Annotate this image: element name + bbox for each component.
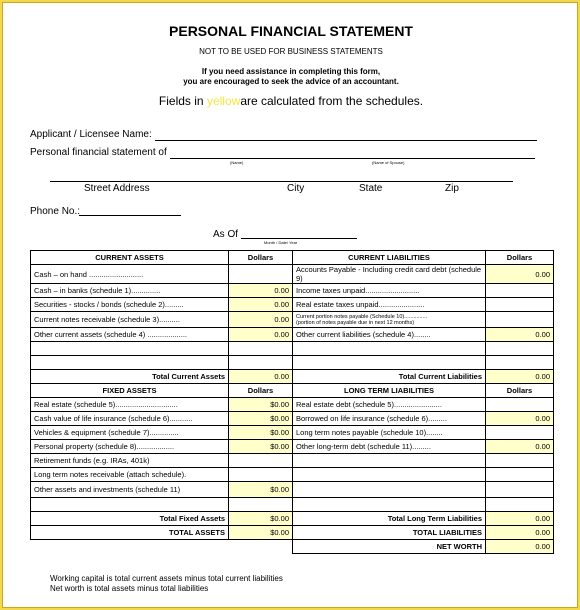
table-row xyxy=(31,356,554,370)
table-row xyxy=(31,440,554,454)
dollars-header: Dollars xyxy=(229,251,293,265)
row-label: Real estate taxes unpaid...................... xyxy=(293,298,486,312)
row-label: Securities - stocks / bonds (schedule 2)......... xyxy=(31,298,229,312)
current-liabilities-header: CURRENT LIABILITIES xyxy=(293,251,486,265)
page-title: PERSONAL FINANCIAL STATEMENT xyxy=(169,23,413,39)
row-label: Other current liabilities (schedule 4)........ xyxy=(293,328,486,342)
calculated-amount: 0.00 xyxy=(229,298,293,312)
financial-statement-table xyxy=(30,250,554,554)
applicant-input[interactable] xyxy=(155,140,537,141)
assistance-line-1: If you need assistance in completing this form, xyxy=(201,67,381,76)
table-row xyxy=(31,482,554,498)
table-row xyxy=(31,312,554,328)
long-term-liabilities-header: LONG TERM LIABILITIES xyxy=(293,384,486,398)
dollars-header: Dollars xyxy=(486,384,554,398)
empty-cell[interactable] xyxy=(293,482,486,498)
table-row xyxy=(31,298,554,312)
total-long-term-liabilities-value: 0.00 xyxy=(486,512,554,526)
empty-cell[interactable] xyxy=(486,454,554,468)
address-input[interactable] xyxy=(50,181,513,182)
total-assets-label: TOTAL ASSETS xyxy=(31,526,229,540)
empty-cell[interactable] xyxy=(486,468,554,482)
name-caption: (Name) xyxy=(230,160,244,165)
total-current-liabilities-value: 0.00 xyxy=(486,370,554,384)
calculated-amount: 0.00 xyxy=(229,312,293,328)
empty-cell[interactable] xyxy=(293,468,486,482)
table-row xyxy=(31,412,554,426)
calculated-amount: $0.00 xyxy=(229,426,293,440)
row-label: Real estate (schedule 5).............................. xyxy=(31,398,229,412)
total-fixed-assets-label: Total Fixed Assets xyxy=(31,512,229,526)
empty-cell[interactable] xyxy=(31,356,229,370)
blank-cell xyxy=(229,540,293,554)
calculated-amount: $0.00 xyxy=(229,482,293,498)
amount-field[interactable] xyxy=(229,454,293,468)
fixed-assets-header: FIXED ASSETS xyxy=(31,384,229,398)
row-label: Other current assets (schedule 4) ................... xyxy=(31,328,229,342)
applicant-label: Applicant / Licensee Name: xyxy=(30,129,152,140)
current-assets-header: CURRENT ASSETS xyxy=(31,251,229,265)
amount-field[interactable] xyxy=(486,312,554,328)
calculated-amount: $0.00 xyxy=(229,440,293,454)
net-worth-note: Net worth is total assets minus total liabilities xyxy=(50,584,209,593)
as-of-label: As Of xyxy=(213,229,239,240)
row-label: Current portion notes payable (Schedule 10)............... (portion of notes payable due in next 12 months) xyxy=(293,312,486,328)
statement-of-label: Personal financial statement of xyxy=(30,147,167,158)
dollars-header: Dollars xyxy=(229,384,293,398)
row-label: Long term notes receivable (attach schedule). xyxy=(31,468,229,482)
empty-cell[interactable] xyxy=(293,356,486,370)
street-address-label: Street Address xyxy=(84,183,150,194)
row-label: Long term notes payable (schedule 10)........ xyxy=(293,426,486,440)
row-label: Accounts Payable - Including credit card debt (schedule 9) xyxy=(293,265,486,284)
blank-cell xyxy=(31,540,229,554)
empty-cell[interactable] xyxy=(31,498,229,512)
total-assets-value: $0.00 xyxy=(229,526,293,540)
calculated-amount: 0.00 xyxy=(229,328,293,342)
table-row xyxy=(31,398,554,412)
empty-cell[interactable] xyxy=(486,342,554,356)
row-label: Vehicles & equipment (schedule 7).............. xyxy=(31,426,229,440)
table-row xyxy=(31,454,554,468)
table-row xyxy=(31,526,554,540)
empty-cell[interactable] xyxy=(486,498,554,512)
row-label: Retirement funds (e.g. IRAs, 401k) xyxy=(31,454,229,468)
row-label: Cash – in banks (schedule 1).............. xyxy=(31,284,229,298)
fields-note-post: are calculated from the schedules. xyxy=(240,94,424,108)
net-worth-value: 0.00 xyxy=(486,540,554,554)
empty-cell[interactable] xyxy=(229,356,293,370)
empty-cell[interactable] xyxy=(229,342,293,356)
zip-label: Zip xyxy=(445,183,459,194)
phone-input[interactable] xyxy=(79,215,181,216)
total-liabilities-label: TOTAL LIABILITIES xyxy=(293,526,486,540)
empty-cell[interactable] xyxy=(486,482,554,498)
table-row xyxy=(31,342,554,356)
empty-cell[interactable] xyxy=(293,342,486,356)
date-caption: Month / Date/ Year xyxy=(264,240,298,245)
row-label: Current notes receivable (schedule 3).......... xyxy=(31,312,229,328)
table-row xyxy=(31,540,554,554)
row-label: Other assets and investments (schedule 11) xyxy=(31,482,229,498)
calculated-amount: $0.00 xyxy=(229,412,293,426)
row-label: Income taxes unpaid.......................... xyxy=(293,284,486,298)
empty-cell[interactable] xyxy=(229,498,293,512)
as-of-date-input[interactable] xyxy=(241,238,357,239)
phone-label: Phone No.: xyxy=(30,206,81,217)
amount-field[interactable] xyxy=(486,398,554,412)
table-row xyxy=(31,468,554,482)
calculated-amount: $0.00 xyxy=(229,398,293,412)
fields-note-yellow: yellow xyxy=(206,94,241,108)
calculated-amount: 0.00 xyxy=(486,265,554,284)
amount-field[interactable] xyxy=(486,284,554,298)
statement-of-input[interactable] xyxy=(170,158,535,159)
net-worth-label: NET WORTH xyxy=(293,540,486,554)
form-page xyxy=(2,2,578,608)
fields-note-pre: Fields in xyxy=(158,94,204,108)
page-subtitle: NOT TO BE USED FOR BUSINESS STATEMENTS xyxy=(199,47,383,56)
dollars-header: Dollars xyxy=(486,251,554,265)
empty-cell[interactable] xyxy=(486,356,554,370)
table-row xyxy=(31,265,554,284)
table-row xyxy=(31,370,554,384)
assistance-note xyxy=(3,67,579,87)
table-row xyxy=(31,328,554,342)
working-capital-note: Working capital is total current assets minus total current liabilities xyxy=(50,574,283,583)
total-current-assets-label: Total Current Assets xyxy=(31,370,229,384)
amount-field[interactable] xyxy=(229,468,293,482)
table-row xyxy=(31,384,554,398)
row-label: Cash – on hand .......................... xyxy=(31,265,229,284)
amount-field[interactable] xyxy=(229,265,293,284)
table-row xyxy=(31,284,554,298)
table-row xyxy=(31,498,554,512)
assistance-line-2: you are encouraged to seek the advice of an accountant. xyxy=(183,77,399,86)
row-label: Borrowed on life insurance (schedule 6)......... xyxy=(293,412,486,426)
row-label: Other long-term debt (schedule 11)......... xyxy=(293,440,486,454)
table-row xyxy=(31,426,554,440)
state-label: State xyxy=(359,183,383,194)
total-long-term-liabilities-label: Total Long Term Liabilities xyxy=(293,512,486,526)
spouse-caption: (Name of Spouse) xyxy=(372,160,405,165)
table-row xyxy=(31,512,554,526)
empty-cell[interactable] xyxy=(293,454,486,468)
row-label: Cash value of life insurance (schedule 6)........... xyxy=(31,412,229,426)
amount-field[interactable] xyxy=(486,298,554,312)
total-current-liabilities-label: Total Current Liabilities xyxy=(293,370,486,384)
calculated-amount: 0.00 xyxy=(486,440,554,454)
yellow-fields-note xyxy=(3,94,579,108)
calculated-amount: 0.00 xyxy=(486,412,554,426)
amount-field[interactable] xyxy=(486,426,554,440)
calculated-amount: 0.00 xyxy=(229,284,293,298)
empty-cell[interactable] xyxy=(31,342,229,356)
empty-cell[interactable] xyxy=(293,498,486,512)
calculated-amount: 0.00 xyxy=(486,328,554,342)
city-label: City xyxy=(287,183,305,194)
row-label: Real estate debt (schedule 5)....................... xyxy=(293,398,486,412)
table-row xyxy=(31,251,554,265)
row-label: Personal property (schedule 8).................. xyxy=(31,440,229,454)
total-fixed-assets-value: $0.00 xyxy=(229,512,293,526)
total-current-assets-value: 0.00 xyxy=(229,370,293,384)
total-liabilities-value: 0.00 xyxy=(486,526,554,540)
